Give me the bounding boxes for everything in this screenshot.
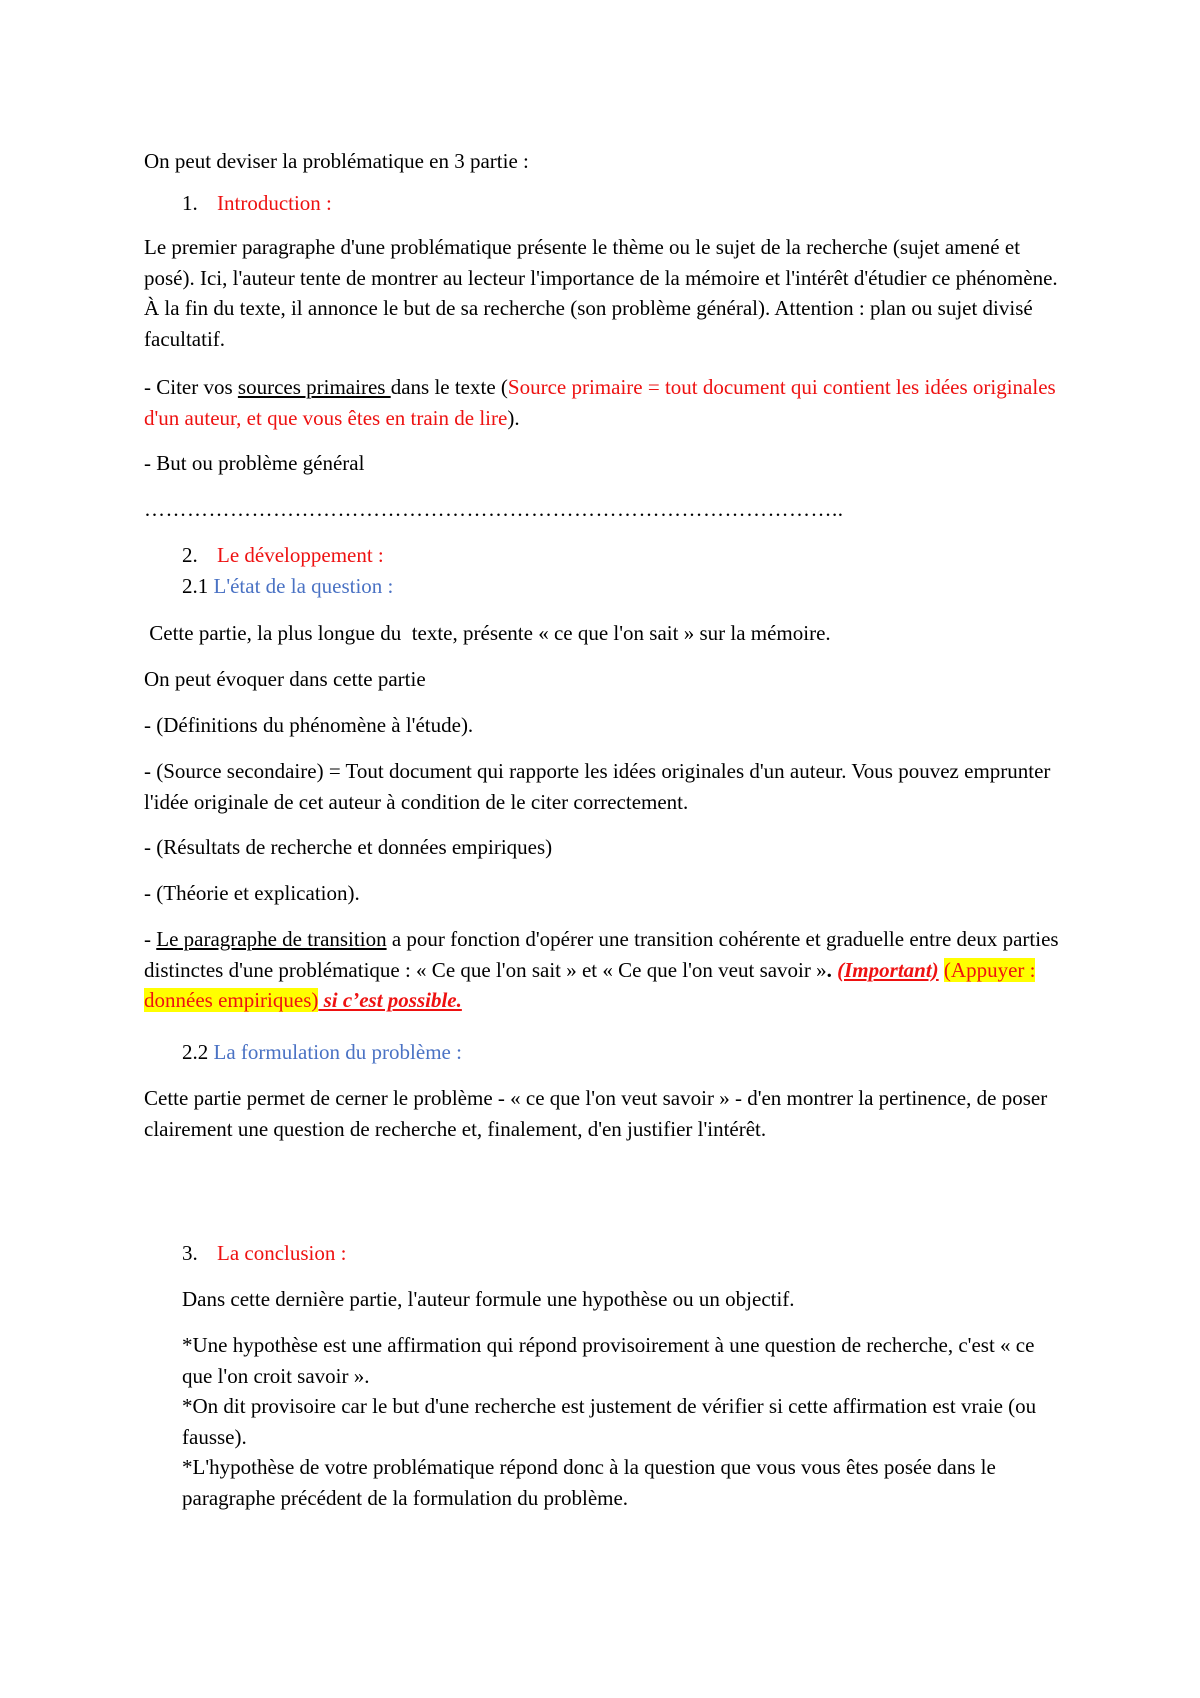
cite-underlined: sources primaires [237, 375, 391, 399]
bullet-results: - (Résultats de recherche et données empiriques) [144, 835, 553, 859]
state-of-question-paragraph: Cette partie, la plus longue du texte, présente « ce que l'on sait » sur la mémoire. [144, 621, 831, 645]
cite-sources-paragraph [144, 372, 1064, 433]
section-3-number: 3. [182, 1241, 198, 1265]
hypothesis-line-2: *On dit provisoire car le but d'une recherche est justement de vérifier si cette affirmation est vraie (ou fausse). [182, 1394, 1037, 1449]
section-1-number: 1. [182, 191, 198, 215]
cite-end: ). [507, 405, 520, 430]
important-note: (Important) [837, 957, 939, 982]
subsection-2-1-heading [182, 571, 1102, 602]
section-2-heading [182, 540, 1102, 571]
possible-note: si c’est possible. [318, 988, 462, 1012]
hypothesis-line-1: *Une hypothèse est une affirmation qui répond provisoirement à une question de recherche, c'est « ce que l'on croit savoir ». [182, 1333, 1035, 1388]
subsection-2-1-number: 2.1 [182, 574, 209, 598]
section-2-title: Le développement : [217, 543, 384, 567]
subsection-2-1-title: L'état de la question : [213, 574, 394, 598]
dotted-separator: …………………………………………………………………………………….. [144, 497, 844, 521]
section-1-paragraph: Le premier paragraphe d'une problématique présente le thème ou le sujet de la recherche (sujet amené et posé). Ici, l'auteur tente de montrer au lecteur l'importance de la mémoire et l'intérêt d'étudier ce phénomène. À la fin du texte, il annonce le but de sa recherche (son problème général). Attention : plan ou sujet divisé facultatif. [144, 235, 1058, 351]
transition-dot: . [826, 957, 838, 982]
evoke-line: On peut évoquer dans cette partie [144, 667, 426, 691]
transition-underlined: Le paragraphe de transition [156, 927, 387, 951]
transition-text: a pour fonction d'opérer une transition cohérente et graduelle entre deux parties distinctes d'une problématique : « Ce que l'on sait » et « Ce que l'on veut savoir » [144, 927, 1059, 982]
bullet-secondary-source: - (Source secondaire) = Tout document qui rapporte les idées originales d'un auteur. Vous pouvez emprunter l'idée originale de cet auteur à condition de le citer correctement. [144, 759, 1051, 814]
section-2-number: 2. [182, 543, 198, 567]
hypothesis-line-3: *L'hypothèse de votre problématique répond donc à la question que vous vous êtes posée dans le paragraphe précédent de la formulation du problème. [182, 1455, 996, 1510]
section-1-heading [182, 188, 1102, 219]
formulation-paragraph: Cette partie permet de cerner le problème - « ce que l'on veut savoir » - d'en montrer la pertinence, de poser clairement une question de recherche et, finalement, d'en justifier l'intérêt. [144, 1086, 1048, 1141]
section-3-title: La conclusion : [217, 1241, 347, 1265]
subsection-2-2-heading [182, 1037, 1102, 1068]
transition-prefix: - [144, 927, 157, 951]
cite-primary-definition: Source primaire = tout document qui contient les idées originales d'un auteur, et que vous êtes en train de lire [144, 375, 1056, 430]
cite-prefix: - Citer vos [144, 375, 238, 399]
bullet-definitions: - (Définitions du phénomène à l'étude). [144, 713, 474, 737]
goal-line: - But ou problème général [144, 451, 365, 475]
bullet-theory: - (Théorie et explication). [144, 881, 360, 905]
subsection-2-2-number: 2.2 [182, 1040, 209, 1064]
conclusion-paragraph: Dans cette dernière partie, l'auteur formule une hypothèse ou un objectif. [182, 1287, 795, 1311]
section-3-heading [182, 1238, 1102, 1269]
subsection-2-2-title: La formulation du problème : [213, 1040, 462, 1064]
cite-middle: dans le texte ( [390, 375, 508, 399]
section-1-title: Introduction : [217, 191, 332, 215]
intro-line: On peut deviser la problématique en 3 partie : [144, 149, 529, 173]
transition-paragraph [144, 924, 1064, 1016]
appuyer-note: (Appuyer : données empiriques) [144, 957, 1036, 1012]
